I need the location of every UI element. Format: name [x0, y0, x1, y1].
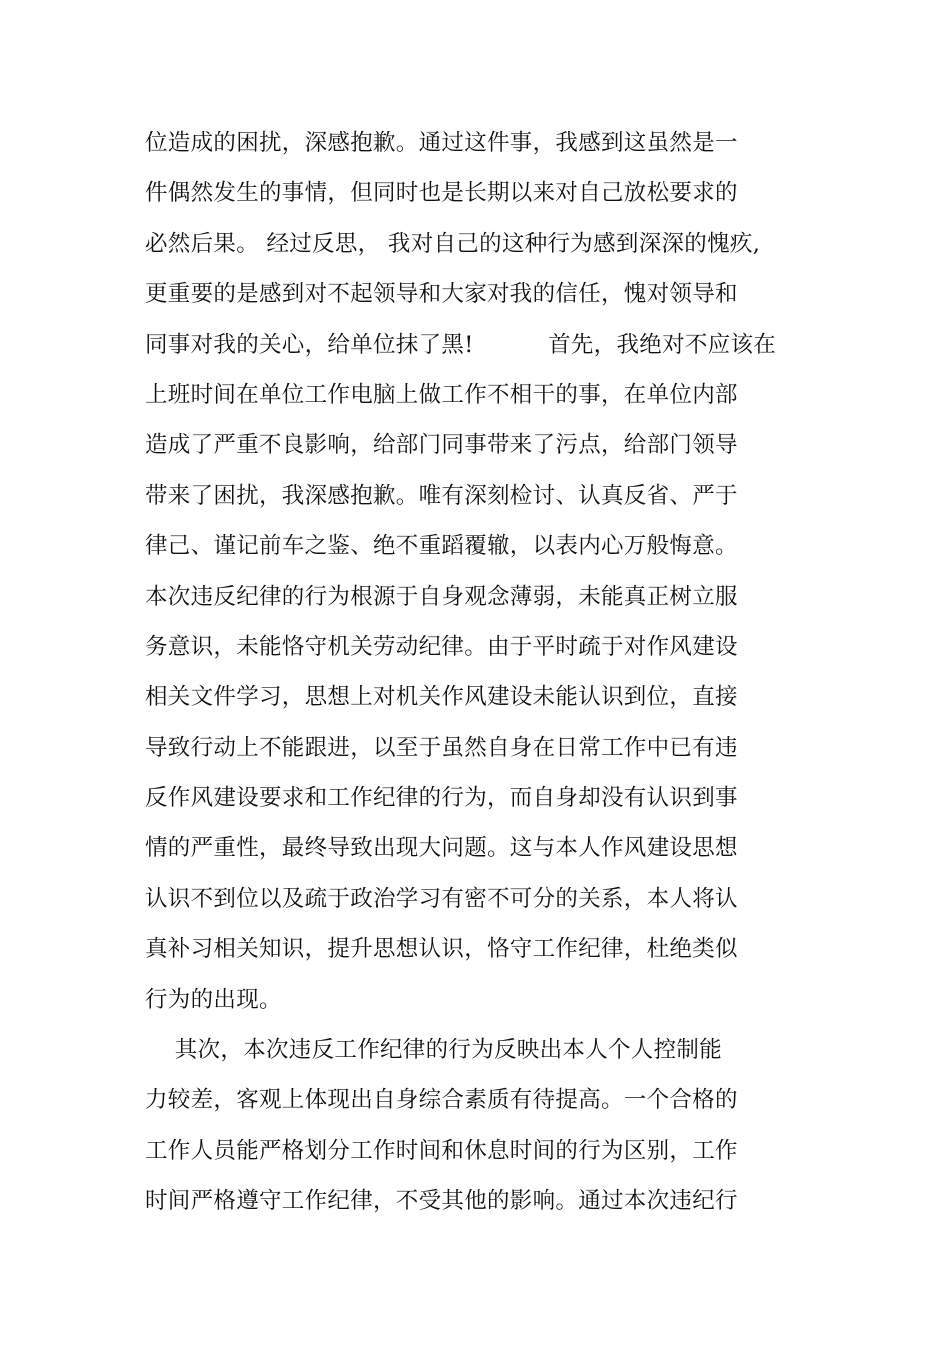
text-line: 真补习相关知识，提升思想认识，恪守工作纪律，杜绝类似	[145, 936, 738, 963]
text-line: 位造成的困扰，深感抱歉。通过这件事，我感到这虽然是一	[145, 130, 738, 156]
text-line: 相关文件学习，思想上对机关作风建设未能认识到位，直接	[145, 684, 738, 711]
text-line: 务意识，未能恪守机关劳动纪律。由于平时疏于对作风建设	[145, 633, 738, 660]
text-line: 上班时间在单位工作电脑上做工作不相干的事，在单位内部	[145, 381, 738, 408]
text-line: 力较差，客观上体现出自身综合素质有待提高。一个合格的	[145, 1087, 738, 1114]
text-line: 更重要的是感到对不起领导和大家对我的信任，愧对领导和	[145, 281, 738, 308]
text-line: 导致行动上不能跟进，以至于虽然自身在日常工作中已有违	[145, 734, 738, 761]
text-line: 认识不到位以及疏于政治学习有密不可分的关系，本人将认	[145, 885, 738, 912]
text-line: 同事对我的关心，给单位抹了黑! 首先，我绝对不应该在	[145, 331, 777, 358]
text-line: 反作风建设要求和工作纪律的行为，而自身却没有认识到事	[145, 785, 738, 812]
text-line: 造成了严重不良影响，给部门同事带来了污点，给部门领导	[145, 432, 738, 459]
body-text	[145, 118, 845, 1227]
text-line: 情的严重性，最终导致出现大问题。这与本人作风建设思想	[145, 835, 738, 862]
text-line: 其次，本次违反工作纪律的行为反映出本人个人控制能	[145, 1037, 723, 1064]
text-line: 件偶然发生的事情，但同时也是长期以来对自己放松要求的	[145, 180, 738, 207]
text-line: 带来了困扰，我深感抱歉。唯有深刻检讨、认真反省、严于	[145, 482, 738, 509]
text-line: 本次违反纪律的行为根源于自身观念薄弱，未能真正树立服	[145, 583, 738, 610]
text-line: 行为的出现。	[145, 986, 282, 1013]
text-line: 工作人员能严格划分工作时间和休息时间的行为区别，工作	[145, 1137, 738, 1164]
text-line: 必然后果。 经过反思， 我对自己的这种行为感到深深的愧疚,	[145, 230, 761, 257]
text-line: 时间严格遵守工作纪律，不受其他的影响。通过本次违纪行	[145, 1188, 738, 1215]
text-line: 律己、谨记前车之鉴、绝不重蹈覆辙，以表内心万般悔意。	[145, 533, 738, 560]
